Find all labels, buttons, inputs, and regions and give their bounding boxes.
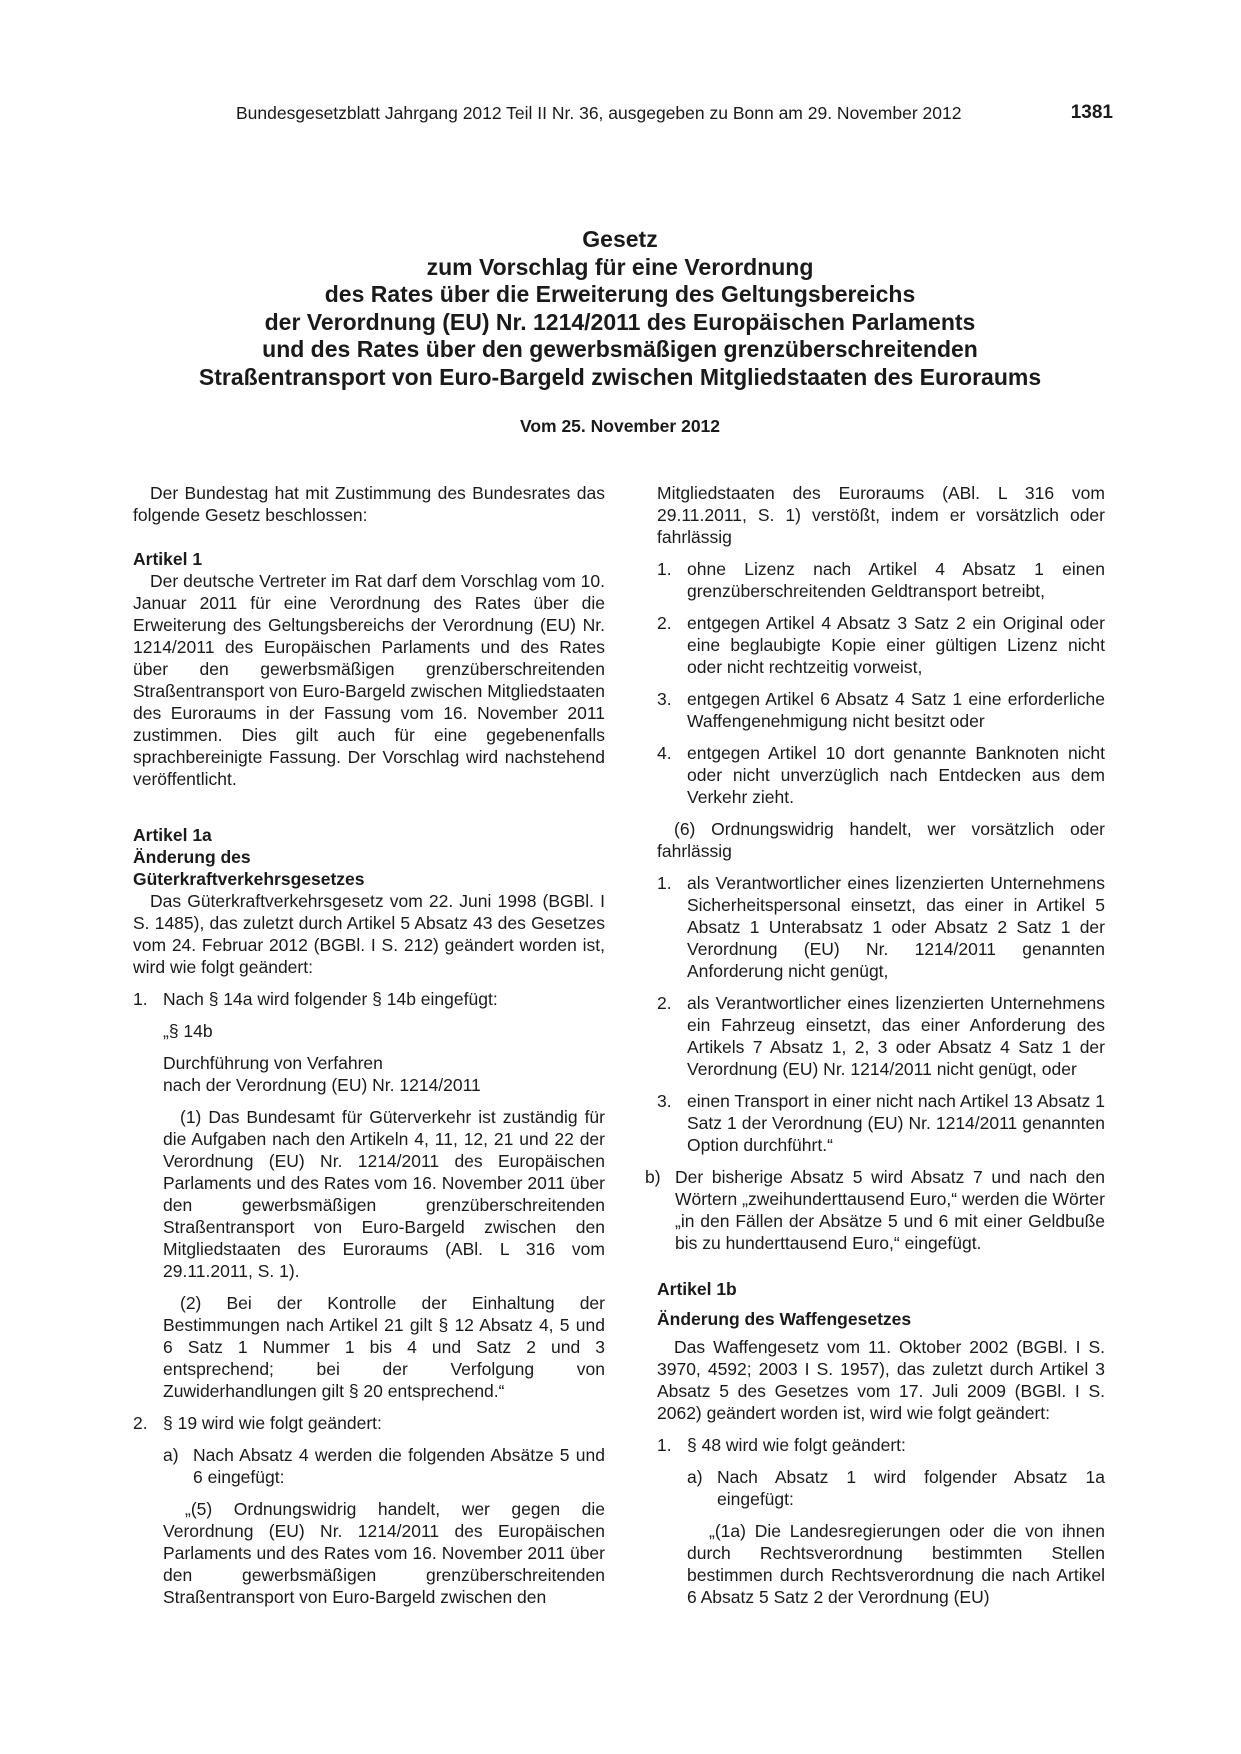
item-number: 2. <box>657 613 672 633</box>
title-line: und des Rates über den gewerbsmäßigen grenzüberschreitenden <box>262 336 978 362</box>
list-item <box>645 1166 1105 1254</box>
article-1-text: Der deutsche Vertreter im Rat darf dem Vorschlag vom 10. Januar 2011 für eine Verordnung des Rates über die Erweiterung des Geltungsbereichs der Verordnung (EU) Nr. 1214/2011 des Europäischen Parlaments und des Rates über den gewerbsmäßigen grenzüberschreitenden Straßentransport von Euro-Bargeld zwischen Mitgliedstaaten des Euroraums in der Fassung vom 16. November 2011 zustimmen. Dies gilt auch für eine gegebenenfalls sprachbereinigte Fassung. Der Vorschlag wird nachstehend veröffentlicht. <box>133 571 605 789</box>
item-text: § 48 wird wie folgt geändert: <box>687 1435 906 1455</box>
article-1b-heading: Artikel 1b <box>657 1279 737 1299</box>
list-item <box>163 1444 605 1488</box>
item-number: 2. <box>133 1413 148 1433</box>
title-line: des Rates über die Erweiterung des Geltungsbereichs <box>324 281 916 307</box>
list-item <box>657 612 1105 678</box>
list-item <box>687 1466 1105 1510</box>
paragraph-title: nach der Verordnung (EU) Nr. 1214/2011 <box>163 1075 481 1095</box>
list-item <box>657 872 1105 982</box>
list-item <box>657 742 1105 808</box>
article-1b-text: Das Waffengesetz vom 11. Oktober 2002 (BGBl. I S. 3970, 4592; 2003 I S. 1957), das zuletzt durch Artikel 3 Absatz 5 des Gesetzes vom 17. Juli 2009 (BGBl. I S. 2062) geändert worden ist, wird wie folgt geändert: <box>657 1337 1105 1423</box>
list-item <box>657 1090 1105 1156</box>
intro-paragraph: Der Bundestag hat mit Zustimmung des Bundesrates das folgende Gesetz beschlossen: <box>133 483 605 525</box>
item-number: 1. <box>133 989 148 1009</box>
item-number: a) <box>687 1467 703 1487</box>
item-number: 1. <box>657 873 672 893</box>
item-text: ohne Lizenz nach Artikel 4 Absatz 1 einen grenzüberschreitenden Geldtransport betreibt, <box>687 559 1105 601</box>
title-line: Straßentransport von Euro-Bargeld zwischen Mitgliedstaaten des Euroraums <box>198 363 1042 390</box>
left-column <box>133 482 605 1608</box>
document-date: Vom 25. November 2012 <box>519 416 721 436</box>
page-number: 1381 <box>1070 102 1113 123</box>
article-1a-heading: Artikel 1a <box>133 825 212 845</box>
item-text: Nach Absatz 4 werden die folgenden Absätze 5 und 6 eingefügt: <box>193 1445 605 1487</box>
item-text: § 19 wird wie folgt geändert: <box>163 1413 382 1433</box>
running-title: Bundesgesetzblatt Jahrgang 2012 Teil II Nr. 36, ausgegeben zu Bonn am 29. November 2012 <box>236 103 962 123</box>
list-item <box>657 992 1105 1080</box>
article-1a-text: Das Güterkraftverkehrsgesetz vom 22. Juni 1998 (BGBl. I S. 1485), das zuletzt durch Artikel 5 Absatz 43 des Gesetzes vom 24. Februar 2012 (BGBl. I S. 212) geändert worden ist, wird wie folgt geändert: <box>133 891 605 977</box>
paragraph-section: (2) Bei der Kontrolle der Einhaltung der Bestimmungen nach Artikel 21 gilt § 12 Absatz 4, 5 und 6 Satz 1 Nummer 1 bis 4 und Satz 2 und 3 entsprechend; bei der Verfolgung von Zuwiderhandlungen gilt § 20 entsprechend.“ <box>163 1293 605 1401</box>
item-number: a) <box>163 1445 179 1465</box>
continued-text: Mitgliedstaaten des Euroraums (ABl. L 316 vom 29.11.2011, S. 1) verstößt, indem er vorsätzlich oder fahrlässig <box>657 483 1105 547</box>
article-1-heading: Artikel 1 <box>133 549 203 569</box>
list-item <box>657 1434 1105 1456</box>
item-text: entgegen Artikel 4 Absatz 3 Satz 2 ein Original oder eine beglaubigte Kopie einer gültigen Lizenz nicht oder nicht rechtzeitig vorweist, <box>687 613 1105 677</box>
article-1a-subheading: Güterkraftverkehrsgesetzes <box>133 869 365 889</box>
paragraph-section: „(5) Ordnungswidrig handelt, wer gegen die Verordnung (EU) Nr. 1214/2011 des Europäischen Parlaments und des Rates vom 16. November 2011 über den gewerbsmäßigen grenzüberschreitenden Straßentransport von Euro-Bargeld zwischen den <box>163 1499 605 1607</box>
list-item <box>657 688 1105 732</box>
paragraph-title: Durchführung von Verfahren <box>163 1053 383 1073</box>
item-number: b) <box>645 1167 661 1187</box>
paragraph-section: (1) Das Bundesamt für Güterverkehr ist zuständig für die Aufgaben nach den Artikeln 4, 11, 12, 21 und 22 der Verordnung (EU) Nr. 1214/2011 des Europäischen Parlaments und des Rates vom 16. November 2011 über den gewerbsmäßigen grenzüberschreitenden Straßentransport von Euro-Bargeld zwischen den Mitgliedstaaten des Euroraums (ABl. L 316 vom 29.11.2011, S. 1). <box>163 1107 605 1281</box>
title-line: zum Vorschlag für eine Verordnung <box>426 253 814 280</box>
article-1a-subheading: Änderung des <box>133 847 251 867</box>
list-item <box>657 558 1105 602</box>
right-column <box>645 482 1105 1608</box>
item-number: 3. <box>657 1091 672 1111</box>
item-number: 1. <box>657 559 672 579</box>
item-text: Der bisherige Absatz 5 wird Absatz 7 und nach den Wörtern „zweihunderttausend Euro,“ werden die Wörter „in den Fällen der Absätze 5 und 6 mit einer Geldbuße bis zu hunderttausend Euro,“ eingefügt. <box>675 1167 1105 1253</box>
title-line: der Verordnung (EU) Nr. 1214/2011 des Europäischen Parlaments <box>264 308 976 335</box>
article-1b-subheading: Änderung des Waffengesetzes <box>657 1309 912 1329</box>
item-text: entgegen Artikel 6 Absatz 4 Satz 1 eine erforderliche Waffengenehmigung nicht besitzt oder <box>687 689 1105 731</box>
page-header <box>236 100 1113 126</box>
paragraph-section: (6) Ordnungswidrig handelt, wer vorsätzlich oder fahrlässig <box>657 819 1105 861</box>
list-item <box>133 1412 605 1434</box>
item-number: 1. <box>657 1435 672 1455</box>
title-line: Gesetz <box>582 226 658 252</box>
item-number: 4. <box>657 743 672 763</box>
item-text: als Verantwortlicher eines lizenzierten Unternehmens ein Fahrzeug einsetzt, das einer Anforderung des Artikels 7 Absatz 1, 2, 3 oder Absatz 4 Satz 1 der Verordnung (EU) Nr. 1214/2011 nicht genügt, oder <box>687 993 1105 1079</box>
item-text: als Verantwortlicher eines lizenzierten Unternehmens Sicherheitspersonal einsetzt, das einer in Artikel 5 Absatz 1 Unterabsatz 1 oder Absatz 2 Satz 1 der Verordnung (EU) Nr. 1214/2011 genannten Anforderung nicht genügt, <box>687 873 1105 981</box>
paragraph-section: „(1a) Die Landesregierungen oder die von ihnen durch Rechtsverordnung bestimmten Stellen bestimmen durch Rechtsverordnung die nach Artikel 6 Absatz 5 Satz 2 der Verordnung (EU) <box>687 1521 1105 1607</box>
item-text: entgegen Artikel 10 dort genannte Banknoten nicht oder nicht unverzüglich nach Entdecken aus dem Verkehr zieht. <box>687 743 1105 807</box>
item-text: einen Transport in einer nicht nach Artikel 13 Absatz 1 Satz 1 der Verordnung (EU) Nr. 1214/2011 genannten Option durchführt.“ <box>687 1091 1105 1155</box>
document-title <box>120 226 1120 391</box>
paragraph-14b <box>163 1020 605 1402</box>
item-text: Nach § 14a wird folgender § 14b eingefügt: <box>163 989 498 1009</box>
item-text: Nach Absatz 1 wird folgender Absatz 1a eingefügt: <box>717 1467 1105 1509</box>
list-item <box>133 988 605 1010</box>
paragraph-label: „§ 14b <box>163 1021 213 1041</box>
item-number: 3. <box>657 689 672 709</box>
item-number: 2. <box>657 993 672 1013</box>
